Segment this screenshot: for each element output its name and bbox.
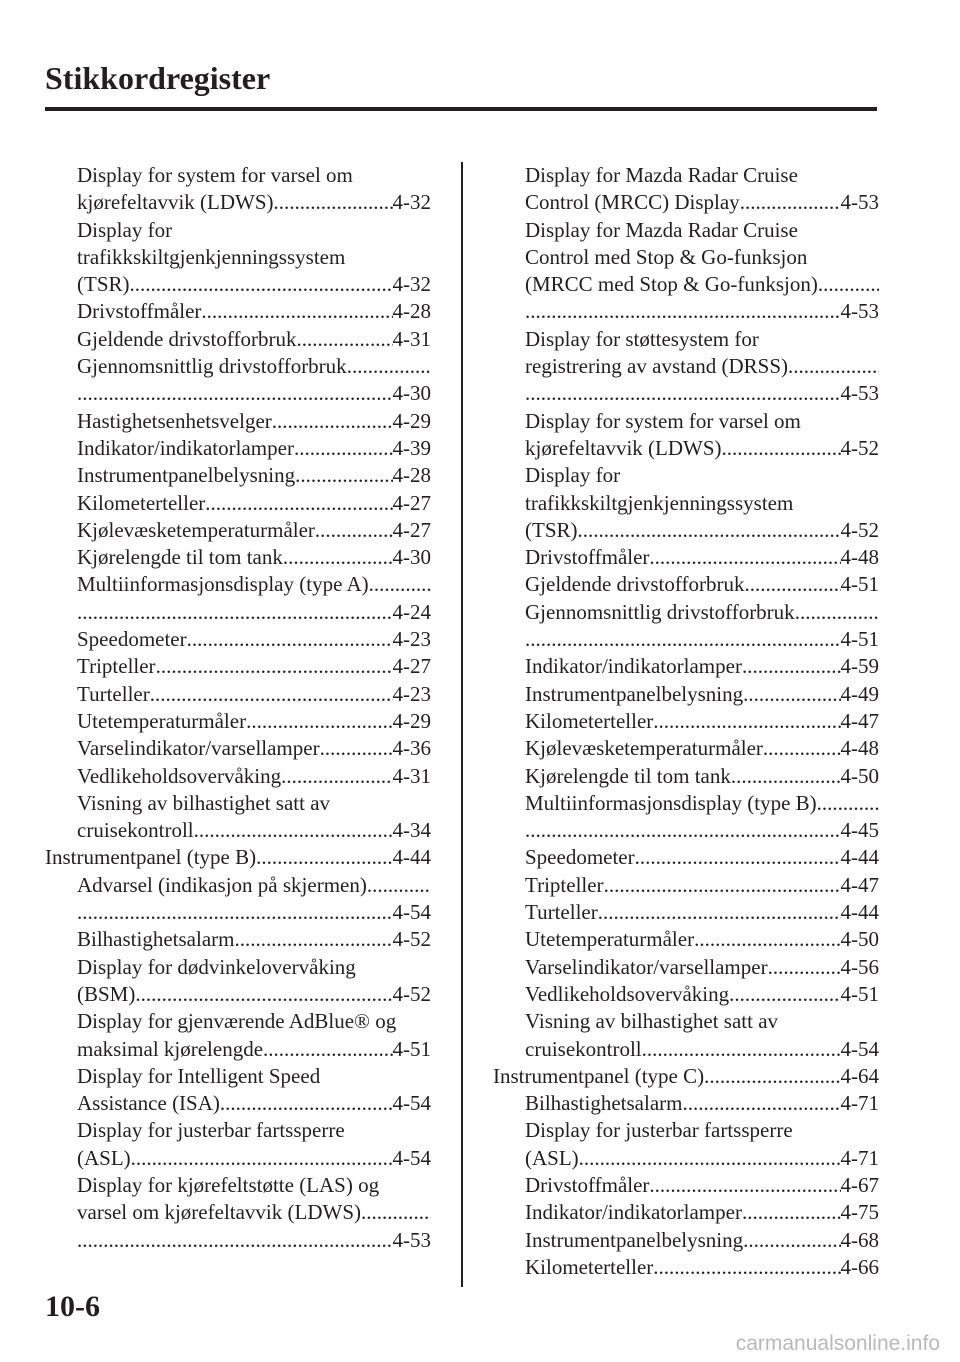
index-entry	[45, 217, 431, 244]
index-entry-text: Varselindikator/varsellamper	[525, 954, 768, 979]
index-entry-text: Tripteller	[525, 872, 604, 897]
index-entry-leader	[682, 1090, 840, 1117]
index-entry-page: 4-56	[840, 954, 879, 979]
index-entry-text: Turteller	[525, 900, 598, 925]
index-entry-leader	[704, 1063, 840, 1090]
index-entry	[45, 544, 431, 571]
index-entry-text: Gjeldende drivstofforbruk	[77, 326, 297, 351]
index-entry	[493, 599, 879, 626]
index-entry-page: 4-53	[840, 299, 879, 324]
index-entry	[45, 1145, 431, 1172]
index-entry	[493, 626, 879, 653]
index-entry-text: Visning av bilhastighet satt av	[525, 1009, 779, 1034]
index-entry	[493, 571, 879, 598]
index-entry-leader	[281, 763, 392, 790]
index-entry-text: Display for gjenværende AdBlue® og	[77, 1009, 397, 1034]
index-entry-leader	[788, 353, 879, 380]
index-entry	[45, 763, 431, 790]
index-entry-page: 4-45	[840, 818, 879, 843]
index-entry	[493, 408, 879, 435]
index-entry-text: kjørefeltavvik (LDWS)	[525, 435, 722, 460]
index-entry-text: Display for	[525, 463, 621, 488]
index-column-right	[493, 162, 879, 1281]
index-entry-leader	[234, 926, 392, 953]
index-entry-page: 4-53	[840, 190, 879, 215]
index-entry-text: Instrumentpanel (type B)	[45, 845, 257, 870]
index-entry	[45, 517, 431, 544]
index-entry-page: 4-24	[392, 599, 431, 624]
index-entry-leader	[653, 708, 840, 735]
index-entry-page: 4-64	[840, 1063, 879, 1088]
index-entry-text: Advarsel (indikasjon på skjermen)	[77, 872, 367, 897]
index-entry-leader	[187, 626, 393, 653]
index-entry-leader	[295, 462, 392, 489]
index-entry-text: kjørefeltavvik (LDWS)	[77, 190, 274, 215]
index-entry-text: Drivstoffmåler	[77, 299, 202, 324]
index-entry	[493, 899, 879, 926]
index-entry-leader	[77, 380, 393, 407]
index-entry-text: Gjennomsnittlig drivstofforbruk	[525, 599, 795, 624]
index-entry	[493, 790, 879, 817]
index-entry-text: Instrumentpanelbelysning	[525, 681, 744, 706]
index-entry-page: 4-54	[392, 900, 431, 925]
index-entry	[493, 1172, 879, 1199]
index-entry	[45, 1227, 431, 1254]
index-entry-leader	[742, 653, 841, 680]
index-entry-text: Tripteller	[77, 654, 156, 679]
index-entry	[45, 462, 431, 489]
index-entry-text: Display for system for varsel om	[77, 163, 353, 187]
index-entry	[493, 844, 879, 871]
index-entry-leader	[818, 271, 879, 298]
page-header-title: Stikkordregister	[45, 60, 271, 96]
index-entry-page: 4-51	[392, 1036, 431, 1061]
page-number: 10-6	[45, 1290, 100, 1323]
index-entry	[493, 735, 879, 762]
index-entry	[45, 244, 431, 271]
index-entry-text: Indikator/indikatorlamper	[525, 1200, 742, 1225]
index-entry-text: maksimal kjørelengde	[77, 1036, 264, 1061]
index-entry	[493, 1254, 879, 1281]
index-entry-leader	[369, 571, 431, 598]
index-entry	[45, 353, 431, 380]
index-entry-text: Instrumentpanelbelysning	[77, 463, 296, 488]
index-entry-text: varsel om kjørefeltavvik (LDWS)	[77, 1200, 361, 1225]
index-entry	[493, 1227, 879, 1254]
index-entry	[45, 899, 431, 926]
index-entry-text: Multiinformasjonsdisplay (type B)	[525, 790, 817, 815]
index-entry-text: Hastighetsenhetsvelger	[77, 408, 272, 433]
index-entry-page: 4-52	[392, 981, 431, 1006]
index-entry-page: 4-50	[840, 763, 879, 788]
index-entry-text: Display for	[77, 217, 173, 242]
index-entry-leader	[795, 599, 879, 626]
index-entry	[45, 844, 431, 871]
index-entry	[493, 763, 879, 790]
index-entry	[45, 817, 431, 844]
index-entry-leader	[731, 763, 841, 790]
index-entry-text: Control med Stop & Go-funksjon	[525, 244, 808, 269]
index-entry-page: 4-71	[840, 1091, 879, 1116]
index-entry	[493, 653, 879, 680]
index-entry-leader	[525, 817, 841, 844]
index-entry	[45, 162, 431, 189]
index-entry-page: 4-52	[840, 517, 879, 542]
index-column-left	[45, 162, 431, 1254]
index-entry-page: 4-47	[840, 708, 879, 733]
index-entry-text: Utetemperaturmåler	[77, 708, 247, 733]
index-entry-leader	[130, 271, 393, 298]
index-entry	[493, 189, 879, 216]
index-entry	[493, 244, 879, 271]
index-entry-leader	[525, 380, 841, 407]
index-entry-leader	[294, 435, 393, 462]
index-entry-text: Turteller	[77, 681, 150, 706]
index-entry	[493, 926, 879, 953]
index-entry	[493, 708, 879, 735]
index-entry-page: 4-59	[840, 654, 879, 679]
index-entry-leader	[77, 599, 393, 626]
index-entry-page: 4-47	[840, 872, 879, 897]
index-entry	[493, 1199, 879, 1226]
index-entry-page: 4-68	[840, 1227, 879, 1252]
index-entry-text: Instrumentpanel (type C)	[493, 1063, 705, 1088]
index-entry-text: Kjørelengde til tom tank	[77, 545, 283, 570]
index-entry-text: Bilhastighetsalarm	[525, 1091, 683, 1116]
index-entry	[45, 1172, 431, 1199]
index-entry-leader	[194, 817, 393, 844]
index-entry	[493, 462, 879, 489]
index-entry-page: 4-48	[840, 736, 879, 761]
index-entry-page: 4-53	[392, 1227, 431, 1252]
index-entry	[45, 435, 431, 462]
index-entry-text: Instrumentpanelbelysning	[525, 1227, 744, 1252]
index-entry-text: Kilometerteller	[525, 1254, 654, 1279]
index-entry-page: 4-31	[392, 326, 431, 351]
index-entry-leader	[77, 899, 393, 926]
index-entry-leader	[347, 353, 431, 380]
index-entry-leader	[263, 1036, 392, 1063]
index-entry-page: 4-44	[840, 900, 879, 925]
index-entry-page: 4-44	[392, 845, 431, 870]
index-entry-leader	[156, 653, 393, 680]
index-entry-leader	[256, 844, 392, 871]
index-entry-leader	[694, 926, 840, 953]
index-entry	[493, 162, 879, 189]
index-entry-leader	[283, 544, 393, 571]
index-entry-leader	[320, 735, 393, 762]
index-entry	[45, 626, 431, 653]
index-entry	[45, 681, 431, 708]
index-entry-text: (MRCC med Stop & Go-funksjon)	[525, 272, 818, 297]
index-entry-leader	[205, 490, 392, 517]
index-entry-text: Gjeldende drivstofforbruk	[525, 572, 745, 597]
index-entry	[493, 353, 879, 380]
index-entry-text: Kjølevæsketemperaturmåler	[525, 736, 763, 761]
index-entry	[45, 1090, 431, 1117]
header-rule	[45, 107, 877, 111]
index-entry-leader	[315, 517, 393, 544]
index-entry-text: Display for Intelligent Speed	[77, 1063, 321, 1088]
index-entry	[45, 872, 431, 899]
index-entry-page: 4-54	[840, 1036, 879, 1061]
index-entry-text: Visning av bilhastighet satt av	[77, 790, 331, 815]
index-entry-page: 4-44	[840, 845, 879, 870]
index-entry-leader	[742, 1199, 841, 1226]
index-entry-text: Display for kjørefeltstøtte (LAS) og	[77, 1172, 380, 1197]
index-entry	[45, 490, 431, 517]
index-entry-leader	[763, 735, 841, 762]
index-entry-page: 4-23	[392, 681, 431, 706]
index-entry	[493, 817, 879, 844]
index-entry-leader	[135, 981, 392, 1008]
index-entry-leader	[525, 298, 841, 325]
index-entry-page: 4-32	[392, 272, 431, 297]
index-entry-page: 4-27	[392, 490, 431, 515]
index-entry-leader	[722, 435, 841, 462]
index-entry	[493, 1117, 879, 1144]
index-entry-text: cruisekontroll	[77, 818, 194, 843]
index-entry-text: Speedometer	[525, 845, 635, 870]
index-entry	[45, 298, 431, 325]
index-entry-page: 4-27	[392, 654, 431, 679]
index-entry	[493, 981, 879, 1008]
index-entry	[493, 298, 879, 325]
index-entry-text: Indikator/indikatorlamper	[525, 654, 742, 679]
index-entry-leader	[743, 1227, 840, 1254]
index-entry-page: 4-30	[392, 381, 431, 406]
index-entry	[493, 1063, 879, 1090]
index-entry-page: 4-49	[840, 681, 879, 706]
index-entry	[493, 681, 879, 708]
index-entry	[45, 981, 431, 1008]
index-entry	[493, 1008, 879, 1035]
index-entry-text: registrering av avstand (DRSS)	[525, 354, 789, 379]
index-entry-page: 4-71	[840, 1145, 879, 1170]
index-entry-leader	[525, 626, 841, 653]
index-entry-text: Kilometerteller	[77, 490, 206, 515]
index-entry	[45, 790, 431, 817]
index-entry	[45, 1117, 431, 1144]
index-entry-page: 4-51	[840, 627, 879, 652]
index-entry-text: Display for justerbar fartssperre	[525, 1118, 793, 1143]
index-entry-leader	[272, 408, 393, 435]
index-entry-leader	[642, 1036, 841, 1063]
index-entry-text: Vedlikeholdsovervåking	[77, 763, 282, 788]
index-entry-text: Display for Mazda Radar Cruise	[525, 163, 798, 187]
index-entry	[45, 735, 431, 762]
index-entry-text: (ASL)	[77, 1145, 131, 1170]
index-entry-text: (BSM)	[77, 981, 136, 1006]
index-entry-page: 4-75	[840, 1200, 879, 1225]
index-entry	[45, 571, 431, 598]
index-entry-page: 4-54	[392, 1091, 431, 1116]
index-entry-leader	[649, 1172, 840, 1199]
index-entry-text: Display for system for varsel om	[525, 408, 801, 433]
index-entry	[493, 271, 879, 298]
index-entry-leader	[653, 1254, 840, 1281]
index-entry-page: 4-51	[840, 572, 879, 597]
index-entry	[45, 708, 431, 735]
index-entry	[45, 599, 431, 626]
index-entry-page: 4-50	[840, 927, 879, 952]
index-entry	[45, 189, 431, 216]
index-entry-text: Indikator/indikatorlamper	[77, 435, 294, 460]
index-entry-text: Display for justerbar fartssperre	[77, 1118, 345, 1143]
index-entry-page: 4-66	[840, 1254, 879, 1279]
index-entry-leader	[150, 681, 393, 708]
index-entry-text: cruisekontroll	[525, 1036, 642, 1061]
index-entry-text: trafikkskiltgjenkjenningssystem	[525, 490, 794, 515]
index-entry-text: (TSR)	[525, 517, 578, 542]
index-entry	[45, 1036, 431, 1063]
index-entry-page: 4-28	[392, 463, 431, 488]
index-entry	[45, 954, 431, 981]
index-entry	[493, 872, 879, 899]
index-entry-page: 4-31	[392, 763, 431, 788]
index-entry-text: Multiinformasjonsdisplay (type A)	[77, 572, 369, 597]
index-entry	[493, 490, 879, 517]
index-entry-leader	[768, 954, 841, 981]
index-entry-text: (TSR)	[77, 272, 130, 297]
index-entry	[493, 326, 879, 353]
index-entry-leader	[740, 189, 841, 216]
index-entry-leader	[817, 790, 879, 817]
column-divider	[461, 162, 463, 1287]
index-entry-leader	[77, 1227, 393, 1254]
index-entry	[45, 326, 431, 353]
index-entry	[45, 408, 431, 435]
index-entry-leader	[635, 844, 841, 871]
index-entry-text: Control (MRCC) Display	[525, 190, 740, 215]
index-entry-page: 4-53	[840, 381, 879, 406]
index-entry-page: 4-23	[392, 627, 431, 652]
index-entry-text: Kjølevæsketemperaturmåler	[77, 517, 315, 542]
index-entry-leader	[274, 189, 393, 216]
index-entry-leader	[743, 681, 840, 708]
index-entry	[45, 653, 431, 680]
index-entry-page: 4-48	[840, 545, 879, 570]
index-entry-page: 4-54	[392, 1145, 431, 1170]
index-entry	[493, 1090, 879, 1117]
index-entry-text: Bilhastighetsalarm	[77, 927, 235, 952]
index-entry-text: Varselindikator/varsellamper	[77, 736, 320, 761]
index-entry	[493, 380, 879, 407]
index-entry-page: 4-30	[392, 545, 431, 570]
index-entry	[493, 1145, 879, 1172]
index-entry-text: Gjennomsnittlig drivstofforbruk	[77, 354, 347, 379]
index-entry-text: Kilometerteller	[525, 708, 654, 733]
index-entry-text: (ASL)	[525, 1145, 579, 1170]
index-entry-leader	[246, 708, 392, 735]
index-entry-leader	[296, 326, 392, 353]
index-entry-page: 4-67	[840, 1172, 879, 1197]
index-entry-page: 4-27	[392, 517, 431, 542]
index-entry-page: 4-52	[840, 435, 879, 460]
index-entry	[45, 1063, 431, 1090]
index-entry-page: 4-51	[840, 981, 879, 1006]
index-entry-leader	[578, 517, 841, 544]
index-entry-leader	[604, 872, 841, 899]
index-entry	[493, 217, 879, 244]
index-entry-leader	[649, 544, 840, 571]
index-entry-leader	[361, 1199, 431, 1226]
index-entry-text: trafikkskiltgjenkjenningssystem	[77, 244, 346, 269]
index-entry-text: Vedlikeholdsovervåking	[525, 981, 730, 1006]
index-entry-text: Display for dødvinkelovervåking	[77, 954, 356, 979]
index-entry-leader	[579, 1145, 841, 1172]
index-entry	[493, 544, 879, 571]
index-entry-page: 4-32	[392, 190, 431, 215]
index-entry	[45, 271, 431, 298]
index-entry-leader	[598, 899, 841, 926]
index-entry-text: Display for Mazda Radar Cruise	[525, 217, 798, 242]
index-entry	[493, 517, 879, 544]
index-entry-text: Utetemperaturmåler	[525, 927, 695, 952]
index-entry-page: 4-52	[392, 927, 431, 952]
index-entry-leader	[131, 1145, 393, 1172]
index-entry-text: Speedometer	[77, 627, 187, 652]
index-entry	[493, 954, 879, 981]
index-entry	[45, 926, 431, 953]
watermark: carmanualsonline.info	[735, 1332, 940, 1355]
index-entry	[493, 435, 879, 462]
index-entry	[45, 380, 431, 407]
index-entry-leader	[744, 571, 840, 598]
index-entry-page: 4-29	[392, 408, 431, 433]
index-entry-text: Drivstoffmåler	[525, 1172, 650, 1197]
index-entry-page: 4-36	[392, 736, 431, 761]
index-entry-leader	[220, 1090, 393, 1117]
index-entry	[45, 1008, 431, 1035]
index-entry-text: Display for støttesystem for	[525, 326, 759, 351]
index-entry-leader	[367, 872, 431, 899]
index-entry	[45, 1199, 431, 1226]
index-entry-page: 4-34	[392, 818, 431, 843]
index-entry-leader	[201, 298, 392, 325]
index-entry-text: Drivstoffmåler	[525, 545, 650, 570]
index-entry-text: Assistance (ISA)	[77, 1091, 220, 1116]
index-entry-page: 4-29	[392, 708, 431, 733]
index-entry-page: 4-39	[392, 435, 431, 460]
index-entry	[493, 1036, 879, 1063]
index-entry-leader	[729, 981, 840, 1008]
index-entry-page: 4-28	[392, 299, 431, 324]
index-entry-text: Kjørelengde til tom tank	[525, 763, 731, 788]
